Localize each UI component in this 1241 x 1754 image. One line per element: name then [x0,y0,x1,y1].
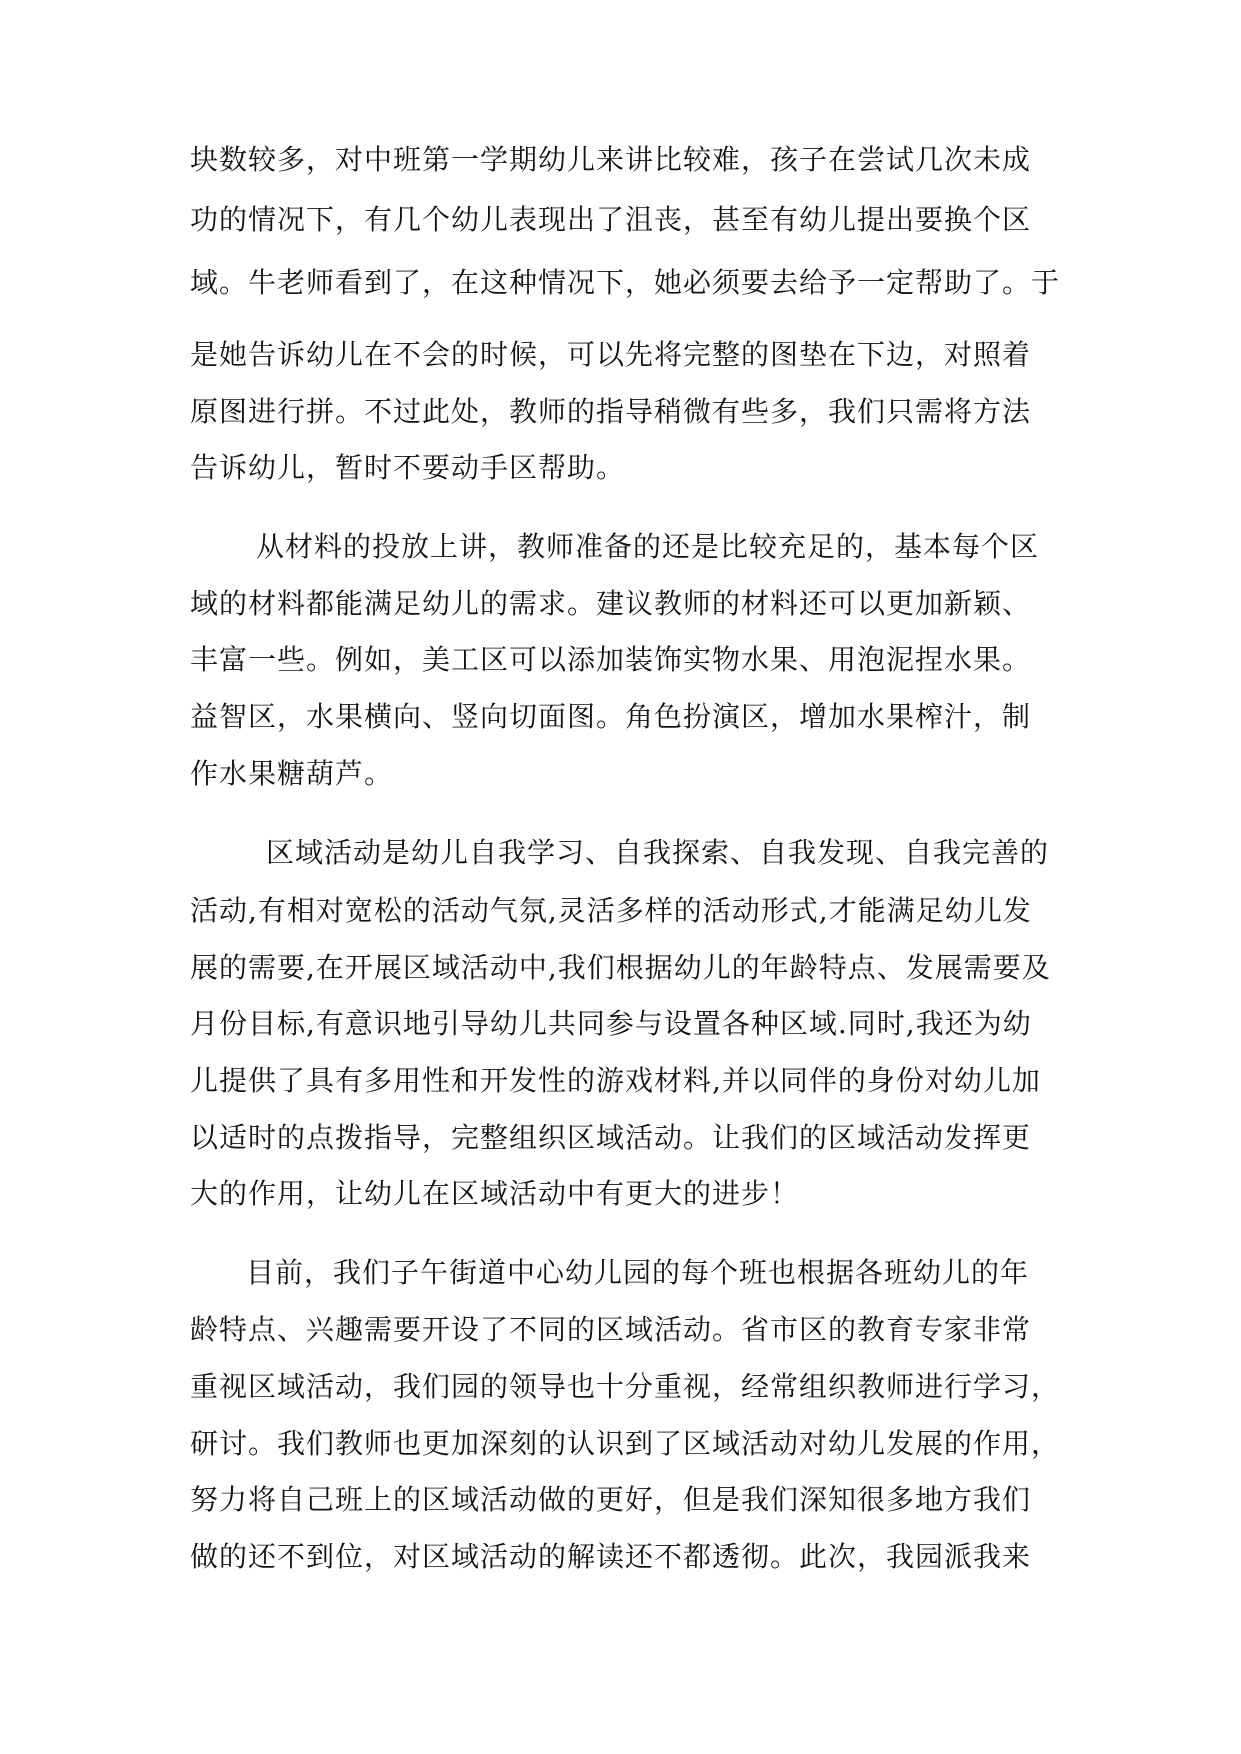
text-line: 目前，我们子午街道中心幼儿园的每个班也根据各班幼儿的年 [246,1256,1030,1289]
text-line: 龄特点、兴趣需要开设了不同的区域活动。省市区的教育专家非常 [190,1313,1032,1346]
text-line: 域。牛老师看到了，在这种情况下，她必须要去给予一定帮助了。于 [190,266,1061,299]
text-line: 原图进行拼。不过此处，教师的指导稍微有些多，我们只需将方法 [190,395,1032,428]
text-line: 以适时的点拨指导，完整组织区域活动。让我们的区域活动发挥更 [190,1121,1032,1154]
text-line: 益智区，水果横向、竖向切面图。角色扮演区，增加水果榨汁，制 [190,700,1032,733]
text-line: 研讨。我们教师也更加深刻的认识到了区域活动对幼儿发展的作用， [190,1427,1061,1460]
text-line: 域的材料都能满足幼儿的需求。建议教师的材料还可以更加新颖、 [190,587,1032,620]
text-line: 月份目标,有意识地引导幼儿共同参与设置各种区域.同时,我还为幼 [190,1007,1032,1040]
text-line: 做的还不到位，对区域活动的解读还不都透彻。此次，我园派我来 [190,1540,1032,1573]
text-line: 活动,有相对宽松的活动气氛,灵活多样的活动形式,才能满足幼儿发 [190,894,1032,927]
text-line: 是她告诉幼儿在不会的时候，可以先将完整的图垫在下边，对照着 [190,338,1032,371]
text-line: 努力将自己班上的区域活动做的更好，但是我们深知很多地方我们 [190,1483,1032,1516]
text-line: 告诉幼儿，暂时不要动手区帮助。 [190,451,626,484]
text-line: 重视区域活动，我们园的领导也十分重视，经常组织教师进行学习， [190,1370,1061,1403]
text-line: 丰富一些。例如，美工区可以添加装饰实物水果、用泡泥捏水果。 [190,643,1032,676]
text-line: 块数较多，对中班第一学期幼儿来讲比较难，孩子在尝试几次未成 [190,143,1032,176]
text-line: 大的作用，让幼儿在区域活动中有更大的进步！ [190,1177,800,1210]
text-line: 区域活动是幼儿自我学习、自我探索、自我发现、自我完善的 [266,836,1050,869]
text-line: 从材料的投放上讲，教师准备的还是比较充足的，基本每个区 [256,530,1040,563]
text-line: 功的情况下，有几个幼儿表现出了沮丧，甚至有幼儿提出要换个区 [190,203,1032,236]
text-line: 儿提供了具有多用性和开发性的游戏材料,并以同伴的身份对幼儿加 [190,1064,1041,1097]
text-line: 展的需要,在开展区域活动中,我们根据幼儿的年龄特点、发展需要及 [190,951,1051,984]
text-line: 作水果糖葫芦。 [190,757,394,790]
